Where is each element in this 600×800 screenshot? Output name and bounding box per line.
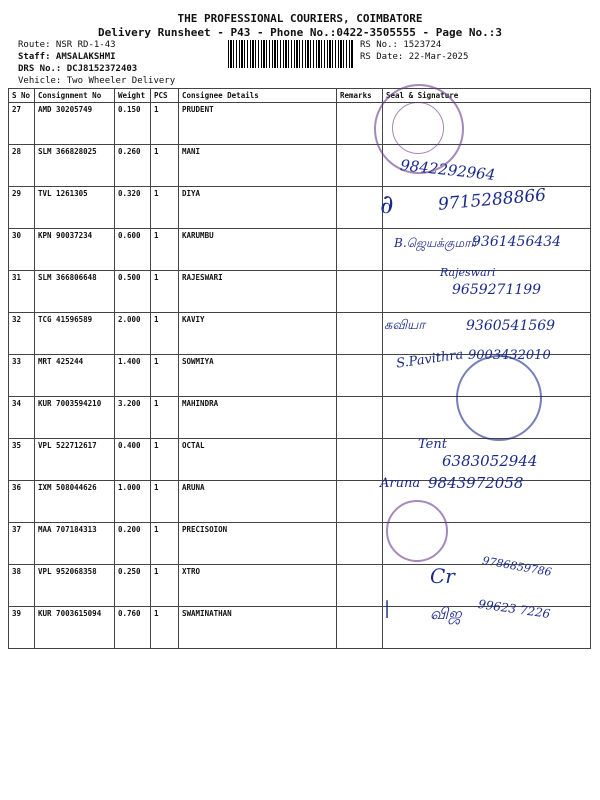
rs-number: RS No.: 1523724	[360, 40, 442, 50]
document-title: THE PROFESSIONAL COURIERS, COIMBATORE	[177, 12, 423, 25]
cell-consignee: MAHINDRA	[179, 397, 337, 439]
rs-date: RS Date: 22-Mar-2025	[360, 52, 469, 62]
cell-consignment: TCG 41596589	[35, 313, 115, 355]
cell-consignee: PRUDENT	[179, 103, 337, 145]
cell-pcs: 1	[151, 355, 179, 397]
vehicle-label: Vehicle: Two Wheeler Delivery	[18, 76, 176, 86]
cell-remarks	[337, 565, 383, 607]
cell-weight: 0.320	[115, 187, 151, 229]
cell-consignee: MANI	[179, 145, 337, 187]
cell-pcs: 1	[151, 313, 179, 355]
cell-consignment: AMD 30205749	[35, 103, 115, 145]
cell-consignment: KUR 7003594210	[35, 397, 115, 439]
cell-sno: 32	[9, 313, 35, 355]
cell-sno: 33	[9, 355, 35, 397]
cell-consignment: KPN 90037234	[35, 229, 115, 271]
cell-consignee: DIYA	[179, 187, 337, 229]
cell-consignment: VPL 522712617	[35, 439, 115, 481]
handwritten-signature: S.Pavithra	[395, 347, 465, 372]
cell-remarks	[337, 397, 383, 439]
handwritten-signature: விஜ	[430, 604, 462, 623]
cell-consignee: ARUNA	[179, 481, 337, 523]
cell-weight: 0.400	[115, 439, 151, 481]
cell-weight: 0.200	[115, 523, 151, 565]
cell-consignment: TVL 1261305	[35, 187, 115, 229]
cell-consignment: SLM 366806648	[35, 271, 115, 313]
company-seal-stamp	[456, 355, 542, 441]
handwritten-signature: Cr	[430, 564, 455, 588]
handwritten-signature: Tent	[418, 437, 447, 452]
cell-weight: 0.150	[115, 103, 151, 145]
cell-pcs: 1	[151, 229, 179, 271]
barcode	[228, 40, 353, 68]
cell-sno: 31	[9, 271, 35, 313]
cell-signature	[383, 607, 591, 649]
col-seal-signature: Seal & Signature	[383, 89, 591, 103]
handwritten-phone: 9715288866	[437, 185, 547, 215]
cell-consignment: KUR 7003615094	[35, 607, 115, 649]
cell-pcs: 1	[151, 523, 179, 565]
handwritten-phone: 9786859786	[481, 554, 553, 579]
handwritten-signature: |	[384, 598, 391, 619]
cell-sno: 38	[9, 565, 35, 607]
cell-consignee: SWAMINATHAN	[179, 607, 337, 649]
cell-pcs: 1	[151, 439, 179, 481]
cell-weight: 3.200	[115, 397, 151, 439]
cell-remarks	[337, 313, 383, 355]
cell-remarks	[337, 271, 383, 313]
cell-consignment: MRT 425244	[35, 355, 115, 397]
cell-sno: 39	[9, 607, 35, 649]
col-remarks: Remarks	[337, 89, 383, 103]
cell-remarks	[337, 607, 383, 649]
cell-remarks	[337, 439, 383, 481]
col-consignment: Consignment No	[35, 89, 115, 103]
cell-remarks	[337, 523, 383, 565]
handwritten-signature: கவியா	[384, 318, 426, 333]
route-label: Route: NSR RD-1-43	[18, 40, 116, 50]
cell-weight: 0.760	[115, 607, 151, 649]
cell-weight: 0.600	[115, 229, 151, 271]
cell-consignee: OCTAL	[179, 439, 337, 481]
cell-remarks	[337, 145, 383, 187]
cell-sno: 36	[9, 481, 35, 523]
cell-consignee: PRECISOION	[179, 523, 337, 565]
cell-sno: 35	[9, 439, 35, 481]
cell-sno: 29	[9, 187, 35, 229]
cell-sno: 28	[9, 145, 35, 187]
cell-consignment: IXM 508044626	[35, 481, 115, 523]
cell-remarks	[337, 187, 383, 229]
cell-weight: 0.260	[115, 145, 151, 187]
cell-remarks	[337, 355, 383, 397]
cell-weight: 1.000	[115, 481, 151, 523]
cell-consignee: SOWMIYA	[179, 355, 337, 397]
cell-weight: 1.400	[115, 355, 151, 397]
col-sno: S No	[9, 89, 35, 103]
cell-pcs: 1	[151, 187, 179, 229]
handwritten-phone: 99623 7226	[477, 597, 552, 621]
handwritten-phone: 9842292964	[399, 156, 497, 184]
cell-pcs: 1	[151, 397, 179, 439]
cell-remarks	[337, 481, 383, 523]
cell-pcs: 1	[151, 271, 179, 313]
cell-sno: 34	[9, 397, 35, 439]
company-seal-inner	[392, 102, 444, 154]
table-row	[9, 103, 591, 145]
cell-weight: 0.500	[115, 271, 151, 313]
cell-sno: 37	[9, 523, 35, 565]
cell-consignment: SLM 366828025	[35, 145, 115, 187]
drs-number: DRS No.: DCJ8152372403	[18, 64, 138, 74]
col-weight: Weight	[115, 89, 151, 103]
cell-consignee: XTRO	[179, 565, 337, 607]
document-subtitle: Delivery Runsheet - P43 - Phone No.:0422-3505555 - Page No.:3	[98, 26, 502, 39]
handwritten-signature: ∂	[380, 190, 394, 220]
table-header-row	[9, 89, 591, 103]
cell-weight: 0.250	[115, 565, 151, 607]
handwritten-phone: 9843972058	[428, 474, 524, 492]
handwritten-signature: B.ஜெயக்குமார்	[394, 236, 477, 250]
table-row	[9, 145, 591, 187]
cell-sno: 27	[9, 103, 35, 145]
cell-consignee: KARUMBU	[179, 229, 337, 271]
handwritten-phone: 9361456434	[472, 234, 562, 250]
company-seal-stamp	[386, 500, 448, 562]
cell-pcs: 1	[151, 103, 179, 145]
cell-pcs: 1	[151, 565, 179, 607]
cell-remarks	[337, 229, 383, 271]
handwritten-phone: 6383052944	[442, 452, 538, 470]
handwritten-phone: 9003432010	[468, 348, 551, 363]
col-pcs: PCS	[151, 89, 179, 103]
cell-consignment: MAA 707184313	[35, 523, 115, 565]
cell-pcs: 1	[151, 145, 179, 187]
handwritten-name: Rajeswari	[440, 266, 496, 279]
cell-pcs: 1	[151, 481, 179, 523]
col-consignee: Consignee Details	[179, 89, 337, 103]
cell-pcs: 1	[151, 607, 179, 649]
cell-sno: 30	[9, 229, 35, 271]
cell-consignee: KAVIY	[179, 313, 337, 355]
staff-label: Staff: AMSALAKSHMI	[18, 52, 116, 62]
cell-weight: 2.000	[115, 313, 151, 355]
cell-consignee: RAJESWARI	[179, 271, 337, 313]
handwritten-phone: 9360541569	[466, 318, 556, 334]
handwritten-phone: 9659271199	[452, 282, 542, 298]
cell-consignment: VPL 952068358	[35, 565, 115, 607]
handwritten-signature: Aruna	[380, 476, 421, 491]
